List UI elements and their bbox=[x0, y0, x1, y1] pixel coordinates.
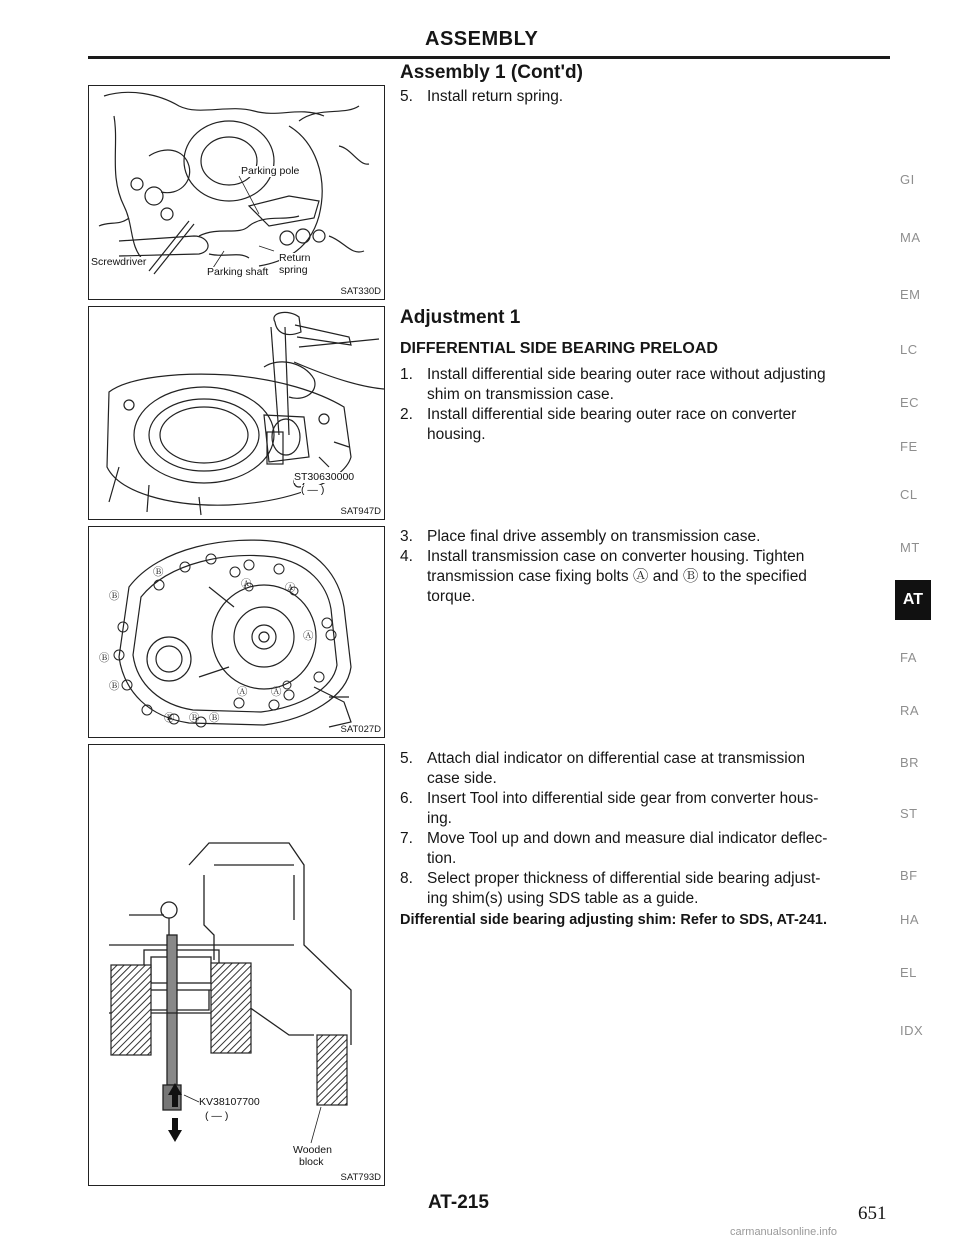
step-text-line: Place final drive assembly on transmission case. bbox=[427, 528, 761, 545]
label-bolt-b: Ⓑ bbox=[109, 590, 120, 602]
label-parking-shaft: Parking shaft bbox=[207, 266, 269, 278]
subsection-title: Assembly 1 (Cont'd) bbox=[400, 62, 583, 83]
step-item bbox=[400, 749, 890, 789]
step-item bbox=[400, 405, 890, 445]
step-item bbox=[400, 829, 890, 869]
label-return-spring: spring bbox=[279, 264, 308, 276]
figure-case-bolts-drawing bbox=[89, 527, 384, 737]
step-number: 4. bbox=[400, 548, 413, 565]
step-number: 5. bbox=[400, 88, 413, 105]
side-index-tab-bf[interactable]: BF bbox=[900, 868, 918, 883]
step-text-line: Install differential side bearing outer race without adjusting bbox=[427, 366, 826, 383]
side-index-tab-mt[interactable]: MT bbox=[900, 540, 920, 555]
side-index-tab-ec[interactable]: EC bbox=[900, 395, 920, 410]
side-index-tab-fe[interactable]: FE bbox=[900, 439, 918, 454]
side-index-active-tab[interactable]: AT bbox=[895, 580, 931, 620]
figure-code: SAT947D bbox=[340, 506, 381, 517]
step-text-line: housing. bbox=[427, 426, 486, 443]
side-index-tab-fa[interactable]: FA bbox=[900, 650, 917, 665]
figure-parking-pole bbox=[88, 85, 385, 300]
label-bolt-a: Ⓐ bbox=[271, 686, 282, 698]
label-bolt-b: Ⓑ bbox=[209, 712, 220, 724]
label-tool-paren: ( — ) bbox=[301, 484, 325, 496]
figure-code: SAT793D bbox=[340, 1172, 381, 1183]
side-index-tab-cl[interactable]: CL bbox=[900, 487, 918, 502]
step-item bbox=[400, 789, 890, 829]
side-index-tab-lc[interactable]: LC bbox=[900, 342, 918, 357]
label-bolt-a: Ⓐ bbox=[241, 578, 252, 590]
step-number: 2. bbox=[400, 406, 413, 423]
side-index-tab-ma[interactable]: MA bbox=[900, 230, 921, 245]
step-text-line: Select proper thickness of differential side bearing adjust- bbox=[427, 870, 821, 887]
figure-case-fixing-bolts bbox=[88, 526, 385, 738]
figure-bearing-race-install bbox=[88, 306, 385, 520]
page-label: AT-215 bbox=[428, 1192, 489, 1213]
adjustment-title: Adjustment 1 bbox=[400, 307, 521, 328]
step-number: 8. bbox=[400, 870, 413, 887]
label-bolt-b: Ⓑ bbox=[153, 566, 164, 578]
step-item bbox=[400, 869, 890, 909]
step-text-line: Insert Tool into differential side gear from converter hous- bbox=[427, 790, 819, 807]
step-text-line: ing. bbox=[427, 810, 452, 827]
step-number: 6. bbox=[400, 790, 413, 807]
side-index-tab-ha[interactable]: HA bbox=[900, 912, 920, 927]
side-index-tab-ra[interactable]: RA bbox=[900, 703, 920, 718]
step-text-line: Install transmission case on converter housing. Tighten bbox=[427, 548, 805, 565]
step-item bbox=[400, 365, 890, 405]
side-index-tab-br[interactable]: BR bbox=[900, 755, 920, 770]
label-wooden-block: block bbox=[299, 1156, 324, 1168]
figure-dial-indicator bbox=[88, 744, 385, 1186]
label-wooden-block: Wooden bbox=[293, 1144, 332, 1156]
step-item bbox=[400, 527, 890, 547]
step-text: Install return spring. bbox=[427, 88, 564, 105]
step-text-line: torque. bbox=[427, 588, 476, 605]
label-bolt-a: Ⓐ bbox=[285, 582, 296, 594]
figure-code: SAT330D bbox=[340, 286, 381, 297]
step-item bbox=[400, 547, 890, 607]
label-tool-paren: ( — ) bbox=[205, 1110, 229, 1122]
label-bolt-b: Ⓑ bbox=[164, 712, 175, 724]
spec-note: Differential side bearing adjusting shim: Refer to SDS, AT-241. bbox=[400, 912, 828, 928]
step-text-line: case side. bbox=[427, 770, 497, 787]
label-tool-number: KV38107700 bbox=[199, 1096, 260, 1108]
step-number: 7. bbox=[400, 830, 413, 847]
label-screwdriver: Screwdriver bbox=[91, 256, 147, 268]
step-text-line: tion. bbox=[427, 850, 457, 867]
side-index-tab-el[interactable]: EL bbox=[900, 965, 917, 980]
page-count: 651 bbox=[858, 1203, 887, 1224]
figure-bearing-race-drawing bbox=[89, 307, 384, 519]
step-number: 1. bbox=[400, 366, 413, 383]
step-text-line: transmission case fixing bolts Ⓐ and Ⓑ to the specified bbox=[427, 568, 807, 585]
side-index-tab-st[interactable]: ST bbox=[900, 806, 918, 821]
label-return-spring: Return bbox=[279, 252, 311, 264]
label-parking-pole: Parking pole bbox=[241, 165, 300, 177]
step-text-line: Move Tool up and down and measure dial indicator deflec- bbox=[427, 830, 828, 847]
header-rule bbox=[88, 56, 890, 59]
step-text-line: ing shim(s) using SDS table as a guide. bbox=[427, 890, 699, 907]
label-bolt-b: Ⓑ bbox=[109, 680, 120, 692]
label-bolt-b: Ⓑ bbox=[99, 652, 110, 664]
label-bolt-b: Ⓑ bbox=[189, 712, 200, 724]
step-item bbox=[400, 87, 890, 107]
step-number: 3. bbox=[400, 528, 413, 545]
step-text-line: Install differential side bearing outer race on converter bbox=[427, 406, 797, 423]
label-tool-number: ST30630000 bbox=[294, 471, 355, 483]
label-bolt-a: Ⓐ bbox=[303, 630, 314, 642]
watermark: carmanualsonline.info bbox=[730, 1226, 838, 1238]
side-index-tab-em[interactable]: EM bbox=[900, 287, 921, 302]
figure-code: SAT027D bbox=[340, 724, 381, 735]
label-bolt-a: Ⓐ bbox=[237, 686, 248, 698]
step-text-line: shim on transmission case. bbox=[427, 386, 614, 403]
section-title: ASSEMBLY bbox=[425, 28, 539, 50]
adjustment-heading: DIFFERENTIAL SIDE BEARING PRELOAD bbox=[400, 340, 718, 357]
step-number: 5. bbox=[400, 750, 413, 767]
side-index-tab-idx[interactable]: IDX bbox=[900, 1023, 924, 1038]
step-text-line: Attach dial indicator on differential case at transmission bbox=[427, 750, 805, 767]
figure-dial-indicator-drawing bbox=[89, 745, 384, 1185]
side-index-tab-gi[interactable]: GI bbox=[900, 172, 915, 187]
